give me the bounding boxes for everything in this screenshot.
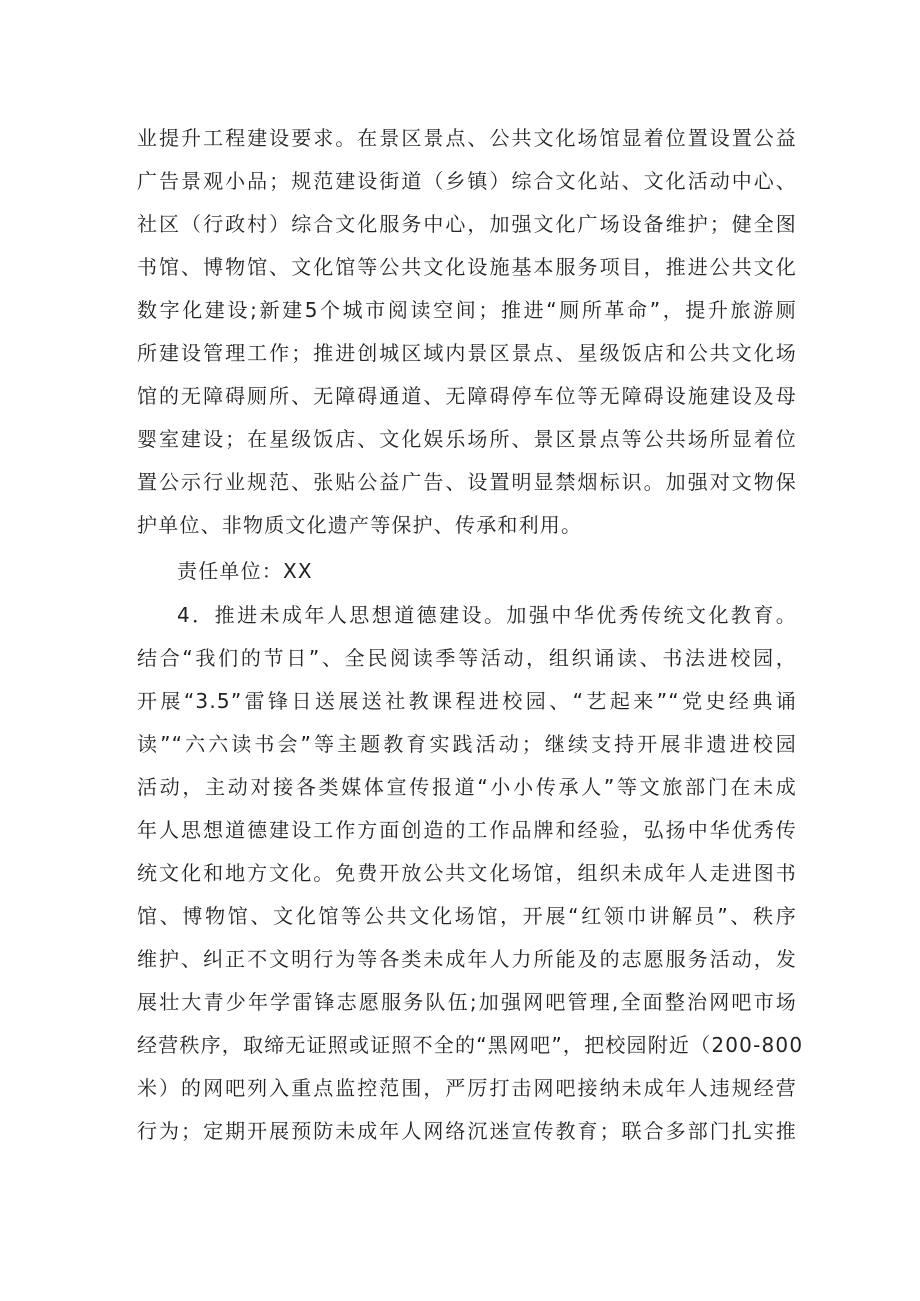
paragraph-1-line: 护单位、非物质文化遗产等保护、传承和利用。 [137,513,583,537]
paragraph-1-line: 社区（行政村）综合文化服务中心，加强文化广场设备维护；健全图 [137,212,797,236]
paragraph-1-line: 书馆、博物馆、文化馆等公共文化设施基本服务项目，推进公共文化 [137,255,797,279]
paragraph-1-line: 数字化建设;新建5个城市阅读空间；推进“厕所革命”，提升旅游厕 [137,298,797,322]
paragraph-2-line: 统文化和地方文化。免费开放公共文化场馆，组织未成年人走进图书 [137,861,797,885]
paragraph-2-line: 开展“3.5”雷锋日送展送社教课程进校园、“艺起来”“党史经典诵 [137,689,797,713]
paragraph-1-line: 广告景观小品；规范建设街道（乡镇）综合文化站、文化活动中心、 [137,169,797,193]
paragraph-2-line: 行为；定期开展预防未成年人网络沉迷宣传教育；联合多部门扎实推 [137,1119,797,1143]
paragraph-2-line: 维护、纠正不文明行为等各类未成年人力所能及的志愿服务活动，发 [137,947,797,971]
paragraph-2-line: 经营秩序，取缔无证照或证照不全的“黑网吧”，把校园附近（200-800 [137,1033,804,1057]
paragraph-2-line: 4．推进未成年人思想道德建设。加强中华优秀传统文化教育。 [177,603,797,627]
paragraph-1-line: 婴室建设；在星级饭店、文化娱乐场所、景区景点等公共场所显着位 [137,427,797,451]
paragraph-1-line: 馆的无障碍厕所、无障碍通道、无障碍停车位等无障碍设施建设及母 [137,384,797,408]
paragraph-2-line: 读”“六六读书会”等主题教育实践活动；继续支持开展非遗进校园 [137,732,797,756]
paragraph-2-line: 年人思想道德建设工作方面创造的工作品牌和经验，弘扬中华优秀传 [137,818,797,842]
paragraph-2-line: 展壮大青少年学雷锋志愿服务队伍;加强网吧管理,全面整治网吧市场 [137,990,797,1014]
paragraph-2-line: 活动，主动对接各类媒体宣传报道“小小传承人”等文旅部门在未成 [137,775,797,799]
paragraph-2-line: 馆、博物馆、文化馆等公共文化场馆，开展“红领巾讲解员”、秩序 [137,904,797,928]
paragraph-1-line: 所建设管理工作；推进创城区域内景区景点、星级饭店和公共文化场 [137,341,797,365]
paragraph-2-line: 结合“我们的节日”、全民阅读季等活动，组织诵读、书法进校园， [137,646,797,670]
paragraph-1-line: 业提升工程建设要求。在景区景点、公共文化场馆显着位置设置公益 [137,126,797,150]
responsible-unit: 责任单位：XX [177,559,313,583]
paragraph-2-line: 米）的网吧列入重点监控范围，严厉打击网吧接纳未成年人违规经营 [137,1076,797,1100]
paragraph-1-line: 置公示行业规范、张贴公益广告、设置明显禁烟标识。加强对文物保 [137,470,797,494]
